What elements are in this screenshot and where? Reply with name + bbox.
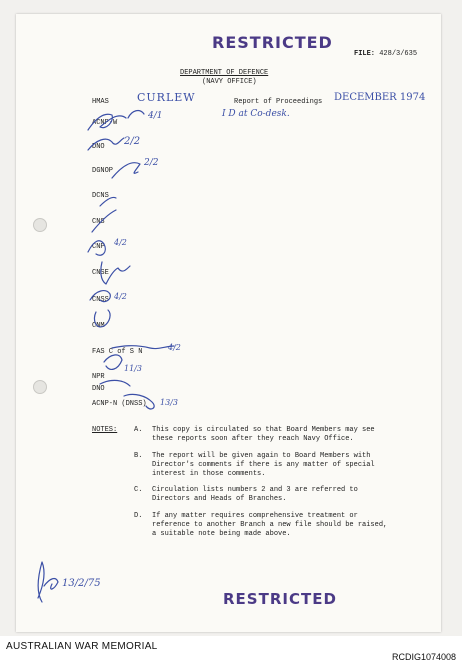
circulation-mark: 4/2 [168, 343, 181, 352]
circulation-code: DNO [92, 385, 105, 393]
hmas-label: HMAS [92, 98, 109, 106]
circulation-code: FAS C of S N [92, 348, 143, 356]
note-line: a suitable note being made above. [152, 530, 291, 538]
note-line: these reports soon after they reach Navy Office. [152, 435, 354, 443]
circulation-code: ACNP-N (DNSS) [92, 400, 147, 408]
note-line: This copy is circulated so that Board Members may see [152, 426, 375, 434]
restricted-stamp-top: RESTRICTED [212, 33, 333, 52]
circulation-code: ACNP-W [92, 119, 118, 127]
circulation-mark: 4/2 [114, 292, 127, 301]
note-line: The report will be given again to Board Members with [152, 452, 371, 460]
circulation-code: NPR [92, 373, 105, 381]
circulation-code: CNM [92, 322, 105, 330]
department-title: DEPARTMENT OF DEFENCE [180, 69, 269, 77]
footer-source: AUSTRALIAN WAR MEMORIAL [6, 641, 158, 652]
circulation-code: DCNS [92, 192, 109, 200]
footer-record-id: RCDIG1074008 [391, 652, 456, 662]
note-letter: A. [134, 426, 143, 434]
note-line: Director's comments if there is any matter of special [152, 461, 375, 469]
signature-date: 13/2/75 [62, 578, 101, 589]
circulation-code: DGNOP [92, 167, 114, 175]
circulation-code: CNS [92, 218, 105, 226]
note-letter: B. [134, 452, 143, 460]
note-line: Directors and Heads of Branches. [152, 495, 287, 503]
report-period: DECEMBER 1974 [334, 92, 426, 103]
circulation-code: CNSE [92, 269, 109, 277]
note-line: reference to another Branch a new file should be raised, [152, 521, 388, 529]
handwritten-annotation: I D at Co-desk. [222, 109, 290, 119]
circulation-mark: 4/1 [148, 111, 163, 121]
circulation-mark: 2/2 [124, 136, 141, 147]
file-value: 428/3/635 [379, 50, 418, 58]
circulation-mark: 2/2 [144, 158, 159, 168]
circulation-mark: 11/3 [124, 364, 142, 373]
circulation-code: DNO [92, 143, 105, 151]
note-letter: C. [134, 486, 143, 494]
office-subtitle: (NAVY OFFICE) [202, 78, 257, 86]
note-line: If any matter requires comprehensive treatment or [152, 512, 358, 520]
circulation-mark: 4/2 [114, 238, 127, 247]
note-line: Circulation lists numbers 2 and 3 are referred to [152, 486, 358, 494]
report-label: Report of Proceedings [234, 98, 323, 106]
circulation-mark: 13/3 [160, 398, 178, 407]
circulation-code: CNSS [92, 296, 109, 304]
note-line: interest in those comments. [152, 470, 266, 478]
note-letter: D. [134, 512, 143, 520]
restricted-stamp-bottom: RESTRICTED [223, 590, 337, 608]
file-label: FILE: [354, 50, 376, 58]
notes-label: NOTES: [92, 426, 118, 434]
circulation-code: CNP [92, 243, 105, 251]
hmas-value: CURLEW [137, 91, 196, 104]
